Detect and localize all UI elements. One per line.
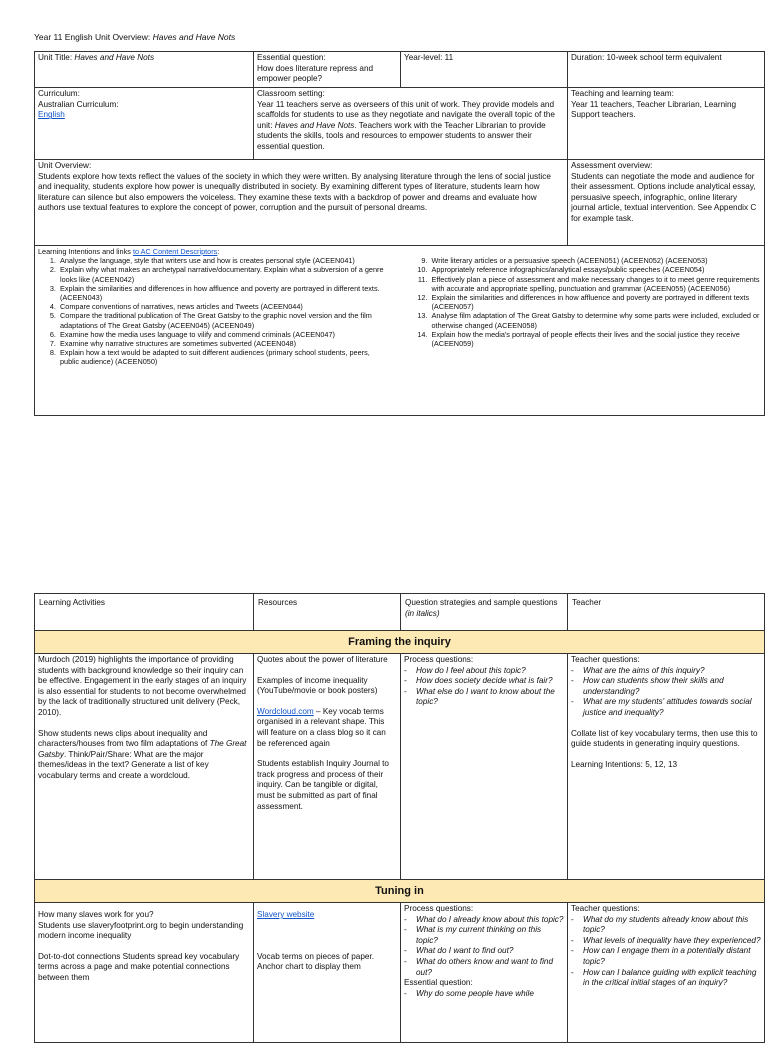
question-item: - Why do some people have while bbox=[404, 989, 564, 1000]
intention-item: 8. Explain how a text would be adapted to suit different audiences (primary school students, peers, public audience) (ACEEN050) bbox=[58, 348, 390, 366]
duration-cell: Duration: 10-week school term equivalent bbox=[568, 52, 765, 88]
question-item: - How can I engage them in a potentially distant topic? bbox=[571, 946, 761, 967]
unit-title-label: Unit Title: bbox=[38, 53, 75, 62]
question-item: - How does society decide what is fair? bbox=[404, 676, 564, 687]
framing-learning-p2 bbox=[38, 729, 250, 782]
question-item: - What do I want to find out? bbox=[404, 946, 564, 957]
framing-res-p2: Examples of income inequality (YouTube/movie or book posters) bbox=[257, 675, 378, 696]
question-item: - What are my students' attitudes towards social justice and inequality? bbox=[571, 697, 761, 718]
intentions-list-right bbox=[410, 256, 762, 348]
question-item: - What are the aims of this inquiry? bbox=[571, 666, 761, 677]
tuning-teacher-cell bbox=[568, 903, 765, 1043]
question-item: - What levels of inequality have they experienced? bbox=[571, 936, 761, 947]
intention-item: 5. Compare the traditional publication of The Great Gatsby to the graphic novel version and the film adaptations of The Great Gatsby (ACEEN045) (ACEEN049) bbox=[58, 311, 390, 329]
intention-item: 12. Explain the similarities and differences in how affluence and poverty are portrayed in different texts (ACEEN057) bbox=[430, 293, 762, 311]
question-item: - What do others know and want to find out? bbox=[404, 957, 564, 978]
question-item: - What is my current thinking on this topic? bbox=[404, 925, 564, 946]
english-curriculum-link[interactable]: English bbox=[38, 110, 65, 120]
framing-learning-p2-italic: The Great Gatsby bbox=[38, 739, 247, 759]
tuning-res-p1: Vocab terms on pieces of paper. Anchor chart to display them bbox=[257, 951, 374, 972]
unit-overview-table bbox=[34, 51, 765, 416]
intention-item: 4. Compare conventions of narratives, news articles and Tweets (ACEEN044) bbox=[58, 302, 390, 311]
tuning-q-title: Process questions: bbox=[404, 904, 474, 913]
tuning-t-list bbox=[571, 915, 761, 989]
intention-item: 14. Explain how the media's portrayal of people effects their lives and the social justice they receive (ACEEN059) bbox=[430, 330, 762, 348]
curriculum-cell bbox=[35, 88, 254, 160]
doc-title-italic: Haves and Have Nots bbox=[152, 32, 236, 42]
essential-question-cell: Essential question: How does literature repress and empower people? bbox=[254, 52, 401, 88]
intentions-right-col bbox=[390, 256, 762, 366]
question-item: - How can students show their skills and understanding? bbox=[571, 676, 761, 697]
framing-learning-p2-a: Show students news clips about inequality and characters/houses from two film adaptations of bbox=[38, 728, 210, 749]
tuning-learning-p2: Dot-to-dot connections Students spread key vocabulary terms across a page and make potential connections between them bbox=[38, 951, 240, 982]
framing-t-p2: Learning Intentions: 5, 12, 13 bbox=[571, 759, 678, 769]
framing-res-p3 bbox=[257, 707, 397, 749]
learning-activities-table bbox=[34, 593, 765, 1043]
tuning-q-list2 bbox=[404, 989, 564, 1000]
section-framing-title: Framing the inquiry bbox=[35, 631, 765, 654]
framing-res-p4: Students establish Inquiry Journal to track progress and process of their inquiry. Can be tangible or digital, must be submitted as part of final assessment. bbox=[257, 759, 389, 811]
doc-title-prefix: Year 11 English Unit Overview: bbox=[34, 32, 153, 42]
intention-item: 6. Examine how the media uses language to vilify and commend criminals (ACEEN047) bbox=[58, 330, 390, 339]
intention-item: 1. Analyse the language, style that writers use and how is creates personal style (ACEEN041) bbox=[58, 256, 390, 265]
questions-header-italic: (in italics) bbox=[405, 608, 440, 618]
classroom-setting-italic: Haves and Have Nots bbox=[274, 120, 355, 130]
question-item: - What do I already know about this topic? bbox=[404, 915, 564, 926]
intention-item: 10. Appropriately reference infographics/analytical essays/public speeches (ACEEN054) bbox=[430, 265, 762, 274]
framing-q-list bbox=[404, 666, 564, 708]
tuning-learning-p1: How many slaves work for you? Students use slaveryfootprint.org to begin understanding modern income inequality bbox=[38, 910, 244, 941]
intention-item: 9. Write literary articles or a persuasive speech (ACEEN051) (ACEEN052) (ACEEN053) bbox=[430, 256, 762, 265]
framing-t-p1: Collate list of key vocabulary terms, then use this to guide students in generating inquiry questions. bbox=[571, 728, 758, 749]
framing-res-p3-text: – Key vocab terms organised in a relevant shape. This will feature on a class blog so it can be referenced again bbox=[257, 706, 386, 748]
unit-overview-cell: Unit Overview: Students explore how texts reflect the values of the society in which they were written. By analysing literature through the lens of social justice and inequality, students explore how power is unequally distributed in society. By examining different types of literature, students learn how literature can silence but also empowers the voiceless. They examine these texts with a backdrop of power and dreams and evaluate how authors use textual features to explore the concept of power, corruption and the pursuit of personal dreams. bbox=[35, 160, 568, 246]
tuning-questions-cell bbox=[401, 903, 568, 1043]
framing-learning-p1: Murdoch (2019) highlights the importance of providing students with background knowledge so their inquiry can be effective. Engagement in the early stages of an inquiry is also essential for students to not become overwhelmed by the lack of traditionally structured unit delivery (Peck, 2010). bbox=[38, 655, 247, 717]
intention-item: 3. Explain the similarities and differences in how affluence and poverty are portrayed in different texts. (ACEEN043) bbox=[58, 284, 390, 302]
learning-intentions-cell bbox=[35, 246, 765, 416]
classroom-setting-cell bbox=[254, 88, 568, 160]
questions-header-text: Question strategies and sample questions bbox=[405, 598, 558, 607]
col-header-teacher: Teacher bbox=[568, 594, 765, 631]
intentions-left-col bbox=[38, 256, 390, 366]
ac-content-link[interactable]: to AC Content Descriptors bbox=[132, 247, 218, 256]
unit-title-cell bbox=[35, 52, 254, 88]
question-item: - What else do I want to know about the topic? bbox=[404, 687, 564, 708]
year-level-cell: Year-level: 11 bbox=[401, 52, 568, 88]
tuning-q-list bbox=[404, 915, 564, 979]
intention-item: 2. Explain why what makes an archetypal narrative/documentary. Explain what a subversion of a genre looks like (ACEEN042) bbox=[58, 265, 390, 283]
tuning-learning-cell bbox=[35, 903, 254, 1043]
intention-item: 11. Effectively plan a piece of assessment and make necessary changes to it to meet genre requirements with accurate and appropriate spelling, punctuation and grammar (ACEEN055) (ACEEN056) bbox=[430, 275, 762, 293]
classroom-setting-text-end: . Teachers work with the Teacher Librarian to provide students the skills, tools and resources to empower students to answer their essential question. bbox=[257, 120, 546, 151]
framing-teacher-cell bbox=[568, 654, 765, 880]
intention-item: 13. Analyse film adaptation of The Great Gatsby to determine why some parts were included, excluded or otherwise changed (ACEEN058) bbox=[430, 311, 762, 329]
section-tuning-title: Tuning in bbox=[35, 880, 765, 903]
framing-learning-p2-b: . Think/Pair/Share: What are the major themes/ideas in the text? Generate a list of key vocabulary terms and create a wordcloud. bbox=[38, 749, 209, 780]
col-header-questions bbox=[401, 594, 568, 631]
curriculum-text: Curriculum: Australian Curriculum: bbox=[38, 89, 119, 109]
framing-res-p1: Quotes about the power of literature bbox=[257, 655, 388, 664]
framing-t-list bbox=[571, 666, 761, 719]
question-item: - How do I feel about this topic? bbox=[404, 666, 564, 677]
intentions-colon: : bbox=[217, 247, 220, 256]
framing-t-title: Teacher questions: bbox=[571, 655, 640, 664]
col-header-resources: Resources bbox=[254, 594, 401, 631]
intentions-heading bbox=[38, 247, 761, 256]
assessment-overview-cell: Assessment overview: Students can negotiate the mode and audience for their assessment. Options include analytical essay, persuasive speech, infographic, online literary journal article, textual intervention. See Appendix C for example task. bbox=[568, 160, 765, 246]
tuning-q-title2: Essential question: bbox=[404, 978, 473, 988]
framing-questions-cell bbox=[401, 654, 568, 880]
col-header-learning: Learning Activities bbox=[35, 594, 254, 631]
question-item: - What do my students already know about this topic? bbox=[571, 915, 761, 936]
intentions-title: Learning Intentions and links bbox=[38, 247, 133, 256]
framing-learning-cell bbox=[35, 654, 254, 880]
framing-resources-cell bbox=[254, 654, 401, 880]
tuning-resources-cell bbox=[254, 903, 401, 1043]
doc-title bbox=[34, 32, 235, 42]
unit-title-value: Haves and Have Nots bbox=[74, 53, 155, 62]
intentions-columns bbox=[38, 256, 761, 366]
framing-q-title: Process questions: bbox=[404, 655, 474, 664]
tuning-t-title: Teacher questions: bbox=[571, 904, 640, 913]
teaching-team-cell: Teaching and learning team: Year 11 teachers, Teacher Librarian, Learning Support teachers. bbox=[568, 88, 765, 160]
wordcloud-link[interactable]: Wordcloud.com bbox=[257, 706, 314, 716]
slavery-website-link[interactable]: Slavery website bbox=[257, 910, 315, 919]
classroom-setting-text: Classroom setting: Year 11 teachers serve as overseers of this unit of work. They provide models and scaffolds for students to use as they negotiate and navigate the overall topic of the unit: bbox=[257, 89, 555, 130]
question-item: - How can I balance guiding with explicit teaching in the critical initial stages of an inquiry? bbox=[571, 968, 761, 989]
intention-item: 7. Examine why narrative structures are sometimes subverted (ACEEN048) bbox=[58, 339, 390, 348]
intentions-list-left bbox=[38, 256, 390, 366]
